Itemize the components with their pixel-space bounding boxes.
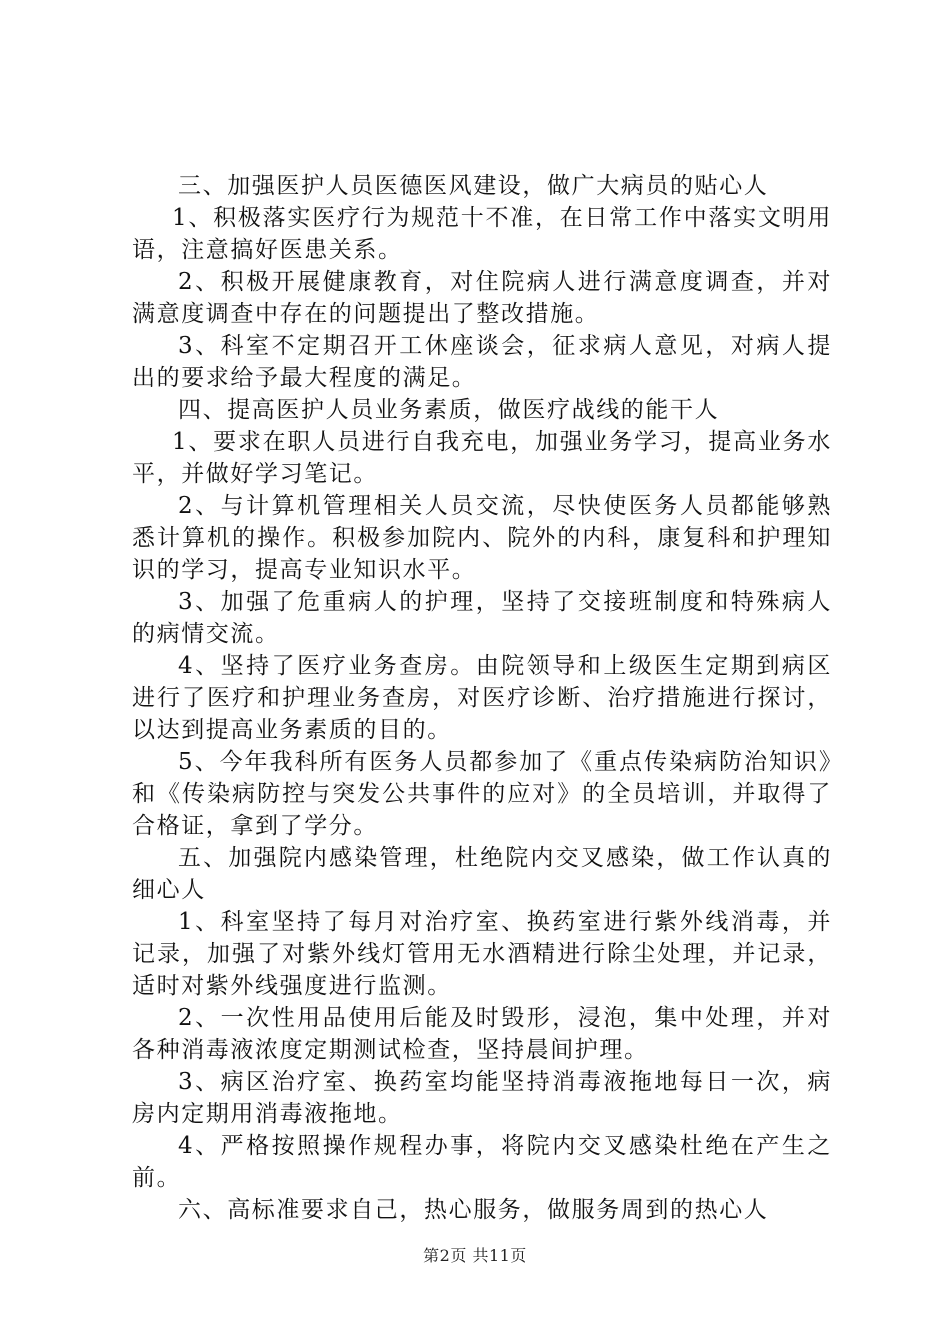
heading-section-3: 三、加强医护人员医德医风建设，做广大病员的贴心人 — [178, 173, 769, 199]
paragraph: 4、坚持了医疗业务查房。由院领导和上级医生定期到病区进行了医疗和护理业务查房，对医疗诊断、治疗措施进行探讨，以达到提高业务素质的目的。 — [132, 653, 832, 743]
heading-section-4: 四、提高医护人员业务素质，做医疗战线的能干人 — [178, 397, 720, 423]
paragraph: 2、一次性用品使用后能及时毁形，浸泡，集中处理，并对各种消毒液浓度定期测试检查，坚持晨间护理。 — [132, 1005, 832, 1063]
paragraph: 2、与计算机管理相关人员交流，尽快使医务人员都能够熟悉计算机的操作。积极参加院内、院外的内科，康复科和护理知识的学习，提高专业知识水平。 — [132, 493, 832, 583]
paragraph: 3、科室不定期召开工休座谈会，征求病人意见，对病人提出的要求给予最大程度的满足。 — [132, 333, 832, 391]
paragraph: 5、今年我科所有医务人员都参加了《重点传染病防治知识》和《传染病防控与突发公共事件的应对》的全员培训，并取得了合格证，拿到了学分。 — [132, 749, 832, 839]
paragraph: 1、积极落实医疗行为规范十不准，在日常工作中落实文明用语，注意搞好医患关系。 — [132, 205, 832, 263]
document-body — [132, 170, 832, 1226]
heading-section-6: 六、高标准要求自己，热心服务，做服务周到的热心人 — [178, 1197, 769, 1223]
paragraph: 2、积极开展健康教育，对住院病人进行满意度调查，并对满意度调查中存在的问题提出了整改措施。 — [132, 269, 832, 327]
paragraph: 1、科室坚持了每月对治疗室、换药室进行紫外线消毒，并记录，加强了对紫外线灯管用无水酒精进行除尘处理，并记录，适时对紫外线强度进行监测。 — [132, 909, 832, 999]
paragraph: 3、病区治疗室、换药室均能坚持消毒液拖地每日一次，病房内定期用消毒液拖地。 — [132, 1069, 832, 1127]
heading-section-5: 五、加强院内感染管理，杜绝院内交叉感染，做工作认真的细心人 — [132, 845, 832, 903]
paragraph: 1、要求在职人员进行自我充电，加强业务学习，提高业务水平，并做好学习笔记。 — [132, 429, 832, 487]
page-footer: 第2页 共11页 — [423, 1246, 527, 1265]
paragraph: 3、加强了危重病人的护理，坚持了交接班制度和特殊病人的病情交流。 — [132, 589, 832, 647]
paragraph: 4、严格按照操作规程办事，将院内交叉感染杜绝在产生之前。 — [132, 1133, 832, 1191]
